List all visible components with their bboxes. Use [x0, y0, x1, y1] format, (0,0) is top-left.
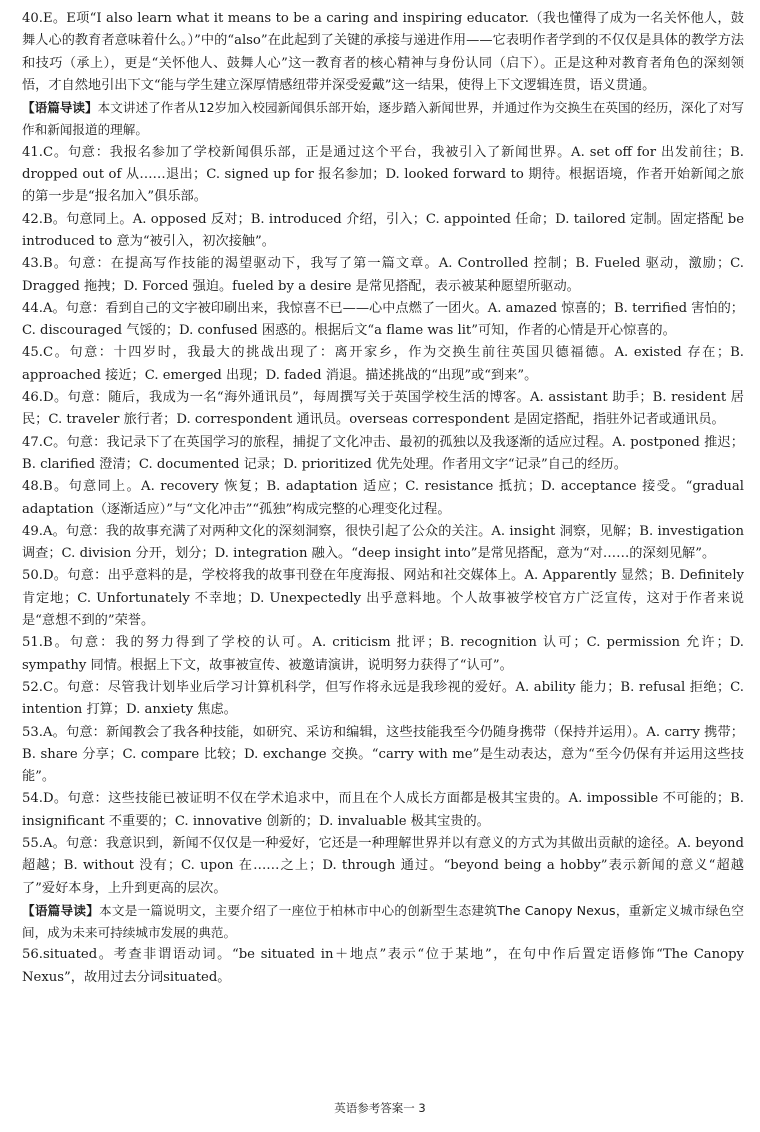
answer-item: 55.A。句意：我意识到，新闻不仅仅是一种爱好，它还是一种理解世界并以有意义的方式为其做出贡献的途径。A. beyond 超越；B. without 没有；C. upon 在……之上；D. through 通过。“beyond being a hobby”表示新闻的意义“超越了”爱好本身，上升到更高的层次。	[22, 835, 744, 896]
guide-text: 本文讲述了作者从12岁加入校园新闻俱乐部开始，逐步踏入新闻世界，并通过作为交换生在英国的经历，深化了对写作和新闻报道的理解。	[22, 100, 744, 138]
guide-tag: 【语篇导读】	[22, 100, 98, 116]
answer-item: 41.C。句意：我报名参加了学校新闻俱乐部，正是通过这个平台，我被引入了新闻世界。A. set off for 出发前往；B. dropped out of 从……退出；C. signed up for 报名参加；D. looked forward to 期待。根据语境，作者开始新闻之旅的第一步是“报名加入”俱乐部。	[22, 144, 744, 205]
page-footer: 英语参考答案一 3	[334, 1101, 426, 1115]
answer-item: 52.C。句意：尽管我计划毕业后学习计算机科学，但写作将永远是我珍视的爱好。A. ability 能力；B. refusal 拒绝；C. intention 打算；D. anxiety 焦虑。	[22, 679, 744, 718]
reading-guide	[22, 900, 744, 945]
answer-item: 51.B。句意：我的努力得到了学校的认可。A. criticism 批评；B. recognition 认可；C. permission 允许；D. sympathy 同情。根据上下文，故事被宣传、被邀请演讲，说明努力获得了“认可”。	[22, 635, 744, 673]
answer-item: 56.situated。考查非谓语动词。“be situated in＋地点”表示“位于某地”，在句中作后置定语修饰“The Canopy Nexus”，故用过去分词situated。	[22, 947, 744, 985]
answer-item: 40.E。E项“I also learn what it means to be a caring and inspiring educator.（我也懂得了成为一名关怀他人，鼓舞人心的教育者意味着什么。）”中的“also”在此起到了关键的承接与递进作用——它表明作者学到的不仅仅是具体的教学方法和技巧（承上），更是“关怀他人、鼓舞人心”这一教育者的核心精神与身份认同（启下）。正是这种对教育者角色的深刻领悟，才自然地引出下文“能与学生建立深厚情感纽带并深受爱戴”这一结果，使得上下文逻辑连贯，语义贯通。	[22, 11, 744, 93]
answer-item: 50.D。句意：出乎意料的是，学校将我的故事刊登在年度海报、网站和社交媒体上。A. Apparently 显然；B. Definitely 肯定地；C. Unfortunately 不幸地；D. Unexpectedly 出乎意料地。个人故事被学校官方广泛宣传，这对于作者来说是“意想不到的”荣誉。	[22, 568, 744, 629]
answer-item: 54.D。句意：这些技能已被证明不仅在学术追求中，而且在个人成长方面都是极其宝贵的。A. impossible 不可能的；B. insignificant 不重要的；C. innovative 创新的；D. invaluable 极其宝贵的。	[22, 791, 744, 829]
answer-item: 53.A。句意：新闻教会了我各种技能，如研究、采访和编辑，这些技能我至今仍随身携带（保持并运用）。A. carry 携带；B. share 分享；C. compare 比较；D. exchange 交换。“carry with me”是生动表达，意为“至今仍保有并运用这些技能”。	[22, 724, 744, 785]
answer-item: 49.A。句意：我的故事充满了对两种文化的深刻洞察，很快引起了公众的关注。A. insight 洞察，见解；B. investigation 调查；C. division 分开，划分；D. integration 融入。“deep insight into”是常见搭配，意为“对……的深刻见解”。	[22, 523, 744, 562]
guide-text: 本文是一篇说明文，主要介绍了一座位于柏林市中心的创新型生态建筑The Canopy Nexus，重新定义城市绿色空间，成为未来可持续城市发展的典范。	[22, 902, 744, 941]
reading-guide	[22, 97, 744, 142]
answer-item: 42.B。句意同上。A. opposed 反对；B. introduced 介绍，引入；C. appointed 任命；D. tailored 定制。固定搭配 be introduced to 意为“被引入，初次接触”。	[22, 211, 744, 249]
guide-tag: 【语篇导读】	[22, 902, 100, 918]
answer-item: 44.A。句意：看到自己的文字被印刷出来，我惊喜不已——心中点燃了一团火。A. amazed 惊喜的；B. terrified 害怕的；C. discouraged 气馁的；D. confused 困惑的。根据后文“a flame was lit”可知，作者的心情是开心惊喜的。	[22, 300, 744, 339]
answer-item: 43.B。句意：在提高写作技能的渴望驱动下，我写了第一篇文章。A. Controlled 控制；B. Fueled 驱动，激励；C. Dragged 拖拽；D. Forced 强迫。fueled by a desire 是常见搭配，表示被某种愿望所驱动。	[22, 256, 744, 294]
answer-item: 47.C。句意：我记录下了在英国学习的旅程，捕捉了文化冲击、最初的孤独以及我逐渐的适应过程。A. postponed 推迟；B. clarified 澄清；C. documented 记录；D. prioritized 优先处理。作者用文字“记录”自己的经历。	[22, 434, 744, 472]
answer-list	[22, 8, 744, 989]
answer-item: 46.D。句意：随后，我成为一名“海外通讯员”，每周撰写关于英国学校生活的博客。A. assistant 助手；B. resident 居民；C. traveler 旅行者；D. correspondent 通讯员。overseas correspondent 是固定搭配，指驻外记者或通讯员。	[22, 390, 744, 428]
answer-item: 48.B。句意同上。A. recovery 恢复；B. adaptation 适应；C. resistance 抵抗；D. acceptance 接受。“gradual adaptation（逐渐适应）”与“文化冲击”“孤独”构成完整的心理变化过程。	[22, 479, 744, 517]
answer-item: 45.C。句意：十四岁时，我最大的挑战出现了：离开家乡，作为交换生前往英国贝德福德。A. existed 存在；B. approached 接近；C. emerged 出现；D. faded 消退。描述挑战的“出现”或“到来”。	[22, 345, 744, 383]
